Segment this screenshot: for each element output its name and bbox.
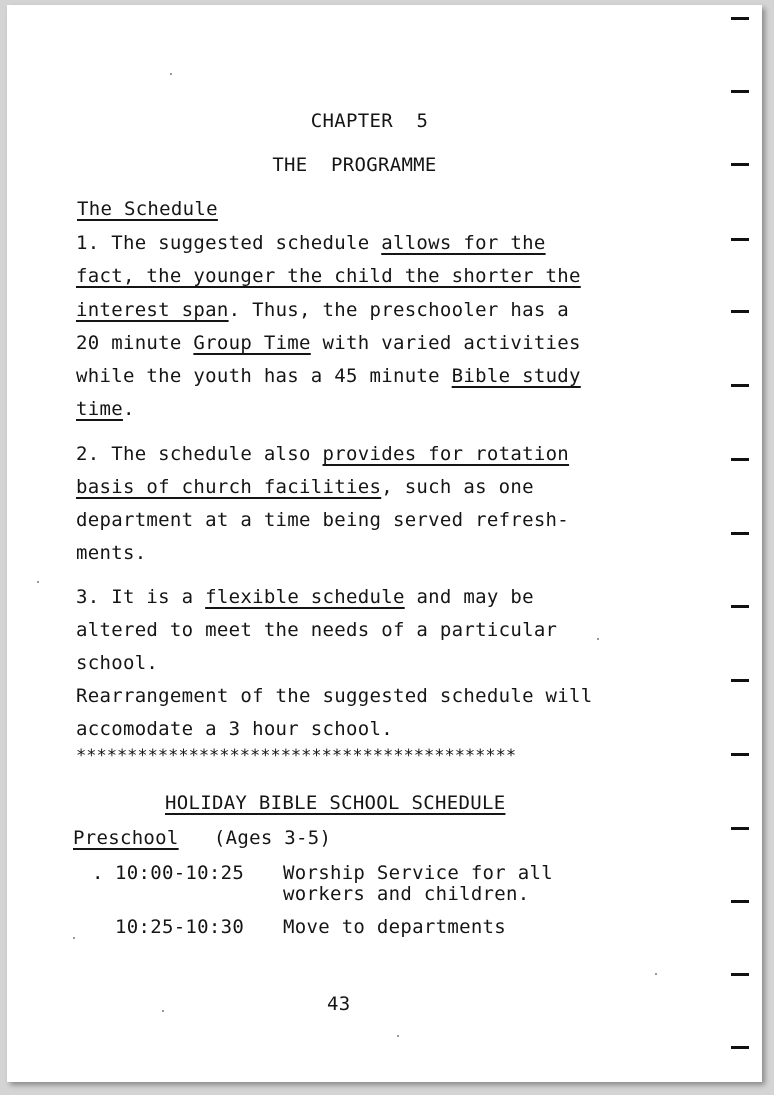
document-page: CHAPTER 5 THE PROGRAMME The Schedule 1. The suggested schedule allows for the fact, the younger the child the shorter the interest span. Thus, the preschooler has a 20 minute Group Time with varied activities while the youth has a 45 minute Bible study time. 2. The schedule also provides for rotation basis of church facilities, such as one department at a time being served refresh- ments. 3. It is a flexible schedule and may be altered to meet the needs of a particular school. Rearrangement of the suggested schedule will accomodate a 3 hour school. ******************************************* HOLIDAY BIBLE SCHOOL SCHEDULE Preschool (Ages 3-5) . 10:00-10:25 Worship Service for all workers and children. 10:25-10:30 Move to departments 43	[7, 5, 762, 1082]
schedule-activity: workers and children.	[283, 883, 530, 905]
asterisk-divider: *******************************************	[76, 746, 517, 766]
schedule-activity: Worship Service for all	[283, 862, 553, 884]
schedule-time: 10:00-10:25	[115, 862, 245, 884]
schedule-title: HOLIDAY BIBLE SCHOOL SCHEDULE	[165, 792, 506, 814]
margin-mark	[731, 17, 749, 20]
margin-mark	[731, 605, 749, 608]
chapter-title: THE PROGRAMME	[272, 154, 437, 176]
section-heading: The Schedule	[77, 198, 218, 220]
margin-mark	[731, 1046, 749, 1049]
margin-mark	[731, 900, 749, 903]
margin-mark	[731, 753, 749, 756]
margin-mark	[731, 532, 749, 535]
schedule-bullet: .	[92, 862, 104, 884]
margin-mark	[731, 310, 749, 313]
margin-mark	[731, 973, 749, 976]
margin-mark	[731, 827, 749, 830]
margin-mark	[731, 458, 749, 461]
age-group-heading: Preschool (Ages 3-5)	[73, 827, 332, 849]
margin-mark	[731, 238, 749, 241]
scan-speck	[162, 1010, 164, 1012]
margin-mark	[731, 163, 749, 166]
margin-mark	[731, 384, 749, 387]
page-number: 43	[327, 993, 351, 1015]
scan-speck	[397, 1035, 399, 1037]
scan-speck	[597, 638, 599, 640]
schedule-time: 10:25-10:30	[115, 916, 245, 938]
chapter-number: CHAPTER 5	[310, 110, 429, 132]
scan-speck	[655, 973, 657, 975]
scan-speck	[37, 581, 39, 583]
schedule-activity: Move to departments	[283, 916, 507, 938]
margin-mark	[731, 679, 749, 682]
scan-speck	[170, 73, 172, 75]
scan-speck	[73, 937, 75, 939]
margin-mark	[731, 90, 749, 93]
